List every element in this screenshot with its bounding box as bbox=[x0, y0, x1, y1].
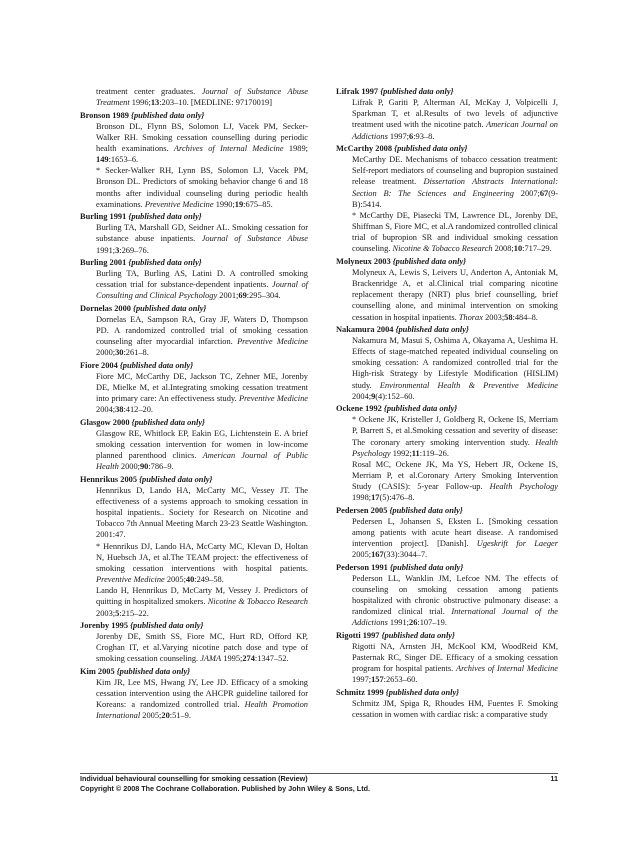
citation bbox=[96, 314, 308, 359]
reference-entry bbox=[336, 256, 558, 323]
citation-text: 2003; bbox=[482, 312, 505, 322]
data-source-tag: {published data only} bbox=[394, 143, 468, 153]
data-source-tag: {published data only} bbox=[389, 562, 464, 572]
study-heading bbox=[336, 143, 558, 154]
volume-number: 5 bbox=[115, 608, 120, 618]
citation-text: * Ockene JK, Kristeller J, Goldberg R, Ockene IS, Merriam P, Barrett S, et al.Smoking cessation and severity of disease: The coronary artery smoking intervention study. bbox=[352, 415, 558, 447]
journal-title: Thorax bbox=[458, 312, 483, 322]
journal-title: Journal of Consulting and Clinical Psychology bbox=[96, 280, 308, 301]
citation-text: :484–8. bbox=[512, 312, 538, 322]
citation-text: :2653–60. bbox=[383, 675, 418, 685]
journal-title: Journal of Substance Abuse bbox=[201, 234, 308, 244]
study-id: Jorenby 1995 bbox=[80, 620, 129, 630]
citation bbox=[96, 371, 308, 416]
citation bbox=[352, 154, 558, 210]
study-id: Fiore 2004 bbox=[80, 360, 118, 370]
citation-text: Lando H, Hennrikus D, McCarty M, Vessey J. Predictors of quitting in hospitalized smokers. bbox=[96, 586, 308, 607]
citation-text: treatment center graduates. bbox=[96, 87, 202, 96]
citation-text: 2004; bbox=[352, 391, 372, 401]
study-heading bbox=[336, 256, 558, 267]
citation-text: :1347–52. bbox=[254, 654, 289, 664]
citation-text: 2008; bbox=[492, 244, 514, 254]
citation-text: 1995; bbox=[221, 654, 243, 664]
journal-title: Journal of Substance Abuse Treatment bbox=[96, 87, 309, 108]
journal-title: Archives of Internal Medicine bbox=[173, 143, 284, 153]
reference-entry bbox=[336, 143, 558, 255]
page-number: 11 bbox=[550, 774, 558, 783]
journal-title: Health Psychology bbox=[489, 482, 558, 492]
citation-text: 2005; bbox=[140, 711, 162, 721]
journal-title: Archives of Internal Medicine bbox=[455, 664, 558, 674]
volume-number: 20 bbox=[161, 711, 170, 721]
citation bbox=[352, 97, 558, 142]
citation-text: Burling TA, Marshall GD, Seidner AL. Smoking cessation for substance abuse inpatients. bbox=[96, 223, 308, 244]
citation-text: 1997; bbox=[352, 675, 372, 685]
citation bbox=[352, 516, 558, 561]
citation-text: 1997; bbox=[387, 131, 409, 141]
citation-text: * Hennrikus DJ, Lando HA, McCarty MC, Klevan D, Holtan N, Huebsch JA, et al.The TEAM project: the effectiveness of smoking cessation interventions with hospital patients. bbox=[96, 541, 308, 573]
reference-entry bbox=[80, 666, 308, 722]
citation-text: :269–76. bbox=[119, 245, 149, 255]
study-id: Dornelas 2000 bbox=[80, 303, 131, 313]
journal-title: American Journal on Addictions bbox=[352, 120, 558, 141]
citation-text: :93–8. bbox=[413, 131, 435, 141]
data-source-tag: {published data only} bbox=[383, 404, 458, 414]
citation-text: * McCarthy DE, Piasecki TM, Lawrence DL, Jorenby DE, Shiffman S, Fiore MC, et al.A randomized controlled clinical trial of bupropion SR and individual smoking cessation counseling. bbox=[352, 210, 558, 254]
review-title: Individual behavioural counselling for smoking cessation (Review) bbox=[80, 774, 308, 783]
volume-number: 30 bbox=[115, 348, 124, 358]
footer-copyright: Copyright © 2008 The Cochrane Collaboration. Published by John Wiley & Sons, Ltd. bbox=[80, 784, 370, 793]
citation-text: Schmitz JM, Spiga R, Rhoudes HM, Fuentes F. Smoking cessation in women with cardiac risk: a comparative study bbox=[352, 698, 558, 720]
citation bbox=[352, 267, 558, 323]
study-heading bbox=[336, 403, 558, 414]
volume-number: 13 bbox=[150, 98, 160, 108]
citation-text: :203–10. [MEDLINE: 97170019] bbox=[159, 98, 273, 108]
references-left-column bbox=[80, 86, 308, 723]
citation-text: Kim JR, Lee MS, Hwang JY, Lee JD. Efficacy of a smoking cessation intervention using the AHCPR guideline tailored for Koreans: a randomized controlled trial. bbox=[96, 677, 308, 710]
volume-number: 40 bbox=[185, 575, 195, 585]
data-source-tag: {published data only} bbox=[131, 110, 205, 120]
reference-entry bbox=[80, 303, 308, 359]
study-heading bbox=[80, 666, 308, 677]
citation-text: 2005; bbox=[164, 575, 186, 585]
reference-entry bbox=[80, 110, 308, 210]
study-id: Bronson 1989 bbox=[80, 110, 129, 120]
citation bbox=[352, 210, 558, 255]
reference-entry bbox=[80, 360, 308, 416]
study-id: Molyneux 2003 bbox=[336, 256, 391, 266]
volume-number: 274 bbox=[242, 654, 255, 664]
study-heading bbox=[80, 211, 308, 222]
study-id: Hennrikus 2005 bbox=[80, 474, 138, 484]
study-heading bbox=[80, 360, 308, 371]
journal-title: Preventive Medicine bbox=[238, 394, 308, 404]
study-id: Nakamura 2004 bbox=[336, 324, 394, 334]
reference-entry bbox=[80, 86, 308, 108]
citation-text: :249–58. bbox=[194, 575, 224, 585]
study-id: McCarthy 2008 bbox=[336, 143, 393, 153]
citation bbox=[96, 541, 308, 586]
study-id: Ockene 1992 bbox=[336, 404, 382, 414]
volume-number: 58 bbox=[504, 312, 513, 322]
citation bbox=[96, 428, 308, 473]
volume-number: 19 bbox=[234, 199, 244, 209]
journal-title: Environmental Health & Preventive Medicine bbox=[379, 380, 558, 390]
journal-title: Preventive Medicine bbox=[144, 199, 214, 209]
study-heading bbox=[80, 257, 308, 268]
citation-text: :119–26. bbox=[419, 448, 449, 458]
citation-text: 2000; bbox=[96, 348, 116, 358]
citation-text: 2000; bbox=[118, 462, 140, 472]
data-source-tag: {published data only} bbox=[128, 212, 202, 222]
citation bbox=[96, 165, 308, 210]
reference-entry bbox=[336, 562, 558, 629]
citation-text: 1991; bbox=[96, 245, 116, 255]
citation bbox=[96, 222, 308, 255]
citation-text: Nakamura M, Masui S, Oshima A, Okayama A, Ueshima H. Effects of stage-matched repeated individual counseling on smoking cessation: A randomized controlled trial for the High-risk Strategy by Lifestyle Modification (HISLIM) study. bbox=[352, 336, 558, 390]
reference-entry bbox=[80, 474, 308, 619]
citation-text: 2001; bbox=[217, 291, 239, 301]
journal-title: American Journal of Public Health bbox=[96, 451, 308, 472]
citation bbox=[96, 121, 308, 166]
journal-title: Dissertation Abstracts International: Section B: The Sciences and Engineering bbox=[352, 177, 558, 198]
volume-number: 9 bbox=[371, 391, 376, 401]
study-id: Burling 1991 bbox=[80, 212, 127, 222]
journal-title: Preventive Medicine bbox=[237, 337, 308, 347]
reference-entry bbox=[336, 630, 558, 686]
citation-text: * Secker-Walker RH, Lynn BS, Solomon LJ, Vacek PM, Bronson DL. Predictors of smoking behavior change 6 and 18 months after individual counseling during periodic health examinations. bbox=[96, 166, 308, 209]
data-source-tag: {published data only} bbox=[130, 620, 204, 630]
study-heading bbox=[80, 303, 308, 314]
citation-text: (4):152–60. bbox=[375, 391, 415, 401]
citation bbox=[96, 631, 308, 664]
citation-text: 1996; bbox=[129, 98, 151, 108]
citation-text: 2004; bbox=[96, 405, 116, 415]
reference-entry bbox=[336, 86, 558, 142]
study-heading bbox=[336, 687, 558, 698]
reference-entry bbox=[336, 324, 558, 402]
study-id: Kim 2005 bbox=[80, 666, 115, 676]
study-id: Pedersen 2005 bbox=[336, 505, 388, 515]
volume-number: 26 bbox=[409, 618, 418, 628]
reference-entry bbox=[336, 505, 558, 561]
study-id: Schmitz 1999 bbox=[336, 687, 384, 697]
citation-text: Jorenby DE, Smith SS, Fiore MC, Hurt RD, Offord KP, Croghan IT, et al.Varying nicotine patch dose and type of smoking cessation counseling. bbox=[96, 632, 308, 664]
journal-title: Nicotine & Tobacco Research bbox=[392, 244, 493, 254]
journal-title: Nicotine & Tobacco Research bbox=[207, 597, 308, 607]
citation-text: :412–20. bbox=[123, 405, 153, 415]
citation-text: Dornelas EA, Sampson RA, Gray JF, Waters D, Thompson PD. A randomized controlled trial of smoking cessation counseling after myocardial infarction. bbox=[96, 314, 308, 347]
data-source-tag: {published data only} bbox=[139, 474, 213, 484]
citation-text: Hennrikus D, Lando HA, McCarty MC, Vessey JT. The effectiveness of a systems approach to smoking cessation in hospital inpatients.. Society for Research on Nicotine and Tobacco 7th Annual Meeting March 23-23 Seattle Washington. 2001:47. bbox=[96, 485, 308, 540]
study-id: Rigotti 1997 bbox=[336, 630, 380, 640]
volume-number: 6 bbox=[409, 131, 414, 141]
study-heading bbox=[336, 324, 558, 335]
volume-number: 38 bbox=[115, 405, 124, 415]
citation bbox=[352, 573, 558, 629]
citation-text: 1992; bbox=[390, 448, 412, 458]
reference-entry bbox=[80, 417, 308, 473]
citation-text: (33):3044–7. bbox=[383, 550, 428, 560]
citation-text: (9-B):5414. bbox=[352, 188, 558, 209]
footer-title-line bbox=[80, 774, 558, 784]
citation-text: 1998; bbox=[352, 493, 372, 503]
study-heading bbox=[80, 474, 308, 485]
citation-text: Bronson DL, Flynn BS, Solomon LJ, Vacek PM, Secker-Walker RH. Smoking cessation counselling during periodic health examinations. bbox=[96, 121, 308, 153]
citation-text: Rigotti NA, Arnsten JH, McKool KM, WoodReid KM, Pasternak RC, Singer DE. Efficacy of a smoking cessation program for hospital patients. bbox=[352, 641, 558, 674]
journal-title: JAMA bbox=[200, 654, 222, 664]
citation-text: Burling TA, Burling AS, Latini D. A controlled smoking cessation trial for substance-dependent inpatients. bbox=[96, 269, 308, 290]
volume-number: 90 bbox=[139, 462, 149, 472]
citation-text: Fiore MC, McCarthy DE, Jackson TC, Zehner ME, Jorenby DE, Mielke M, et al.Integrating smoking cessation treatment into primary care: An effectiveness study. bbox=[96, 371, 308, 404]
volume-number: 10 bbox=[513, 244, 523, 254]
citation bbox=[352, 335, 558, 402]
volume-number: 167 bbox=[371, 550, 384, 560]
citation-text: (5):476–8. bbox=[379, 493, 415, 503]
study-heading bbox=[336, 505, 558, 516]
citation-text: :717–29. bbox=[522, 244, 552, 254]
data-source-tag: {published data only} bbox=[389, 505, 463, 515]
volume-number: 69 bbox=[238, 291, 247, 301]
citation-text: McCarthy DE. Mechanisms of tobacco cessation treatment: Self-report mediators of counseling and bupropion sustained release treatment. bbox=[352, 155, 558, 187]
study-id: Glasgow 2000 bbox=[80, 417, 130, 427]
citation-text: :295–304. bbox=[246, 291, 281, 301]
citation-text: :107–19. bbox=[417, 618, 447, 628]
citation bbox=[96, 268, 308, 301]
study-heading bbox=[80, 620, 308, 631]
journal-title: Health Promotion International bbox=[96, 700, 308, 721]
volume-number: 11 bbox=[411, 448, 420, 458]
citation-text: Pederson LL, Wanklin JM, Lefcoe NM. The effects of counseling on smoking cessation among patients hospitalized with chronic obstructive pulmonary disease: a randomized clinical trial. bbox=[352, 573, 558, 617]
study-heading bbox=[80, 110, 308, 121]
volume-number: 17 bbox=[371, 493, 380, 503]
study-heading bbox=[336, 630, 558, 641]
study-id: Burling 2001 bbox=[80, 257, 127, 267]
reference-entry bbox=[80, 211, 308, 256]
citation-text: 2003; bbox=[96, 608, 116, 618]
citation-text: :215–22. bbox=[119, 608, 149, 618]
citation bbox=[96, 677, 308, 722]
citation-text: :261–8. bbox=[123, 348, 149, 358]
volume-number: 149 bbox=[96, 155, 109, 165]
citation-text: :1653–6. bbox=[108, 155, 139, 165]
citation bbox=[352, 459, 558, 504]
citation-text: Lifrak P, Gariti P, Alterman AI, McKay J, Volpicelli J, Sparkman T, et al.Results of two levels of adjunctive treatment used with the nicotine patch. bbox=[352, 98, 558, 130]
study-heading bbox=[80, 417, 308, 428]
data-source-tag: {published data only} bbox=[133, 303, 207, 313]
citation bbox=[352, 698, 558, 720]
citation bbox=[352, 641, 558, 686]
references-right-column bbox=[336, 86, 558, 721]
data-source-tag: {published data only} bbox=[380, 87, 454, 96]
study-id: Pederson 1991 bbox=[336, 562, 388, 572]
study-heading bbox=[336, 86, 558, 97]
study-heading bbox=[336, 562, 558, 573]
data-source-tag: {published data only} bbox=[395, 324, 469, 334]
citation-text: 2005; bbox=[352, 550, 372, 560]
citation-text: :51–9. bbox=[169, 711, 191, 721]
citation bbox=[96, 585, 308, 618]
data-source-tag: {published data only} bbox=[116, 666, 191, 676]
journal-title: Preventive Medicine bbox=[96, 575, 165, 585]
data-source-tag: {published data only} bbox=[385, 687, 460, 697]
journal-title: Ugeskrift for Laeger bbox=[476, 539, 558, 549]
volume-number: 3 bbox=[115, 245, 120, 255]
data-source-tag: {published data only} bbox=[119, 360, 194, 370]
citation-text: Glasgow RE, Whitlock EP, Eakin EG, Lichtenstein E. A brief smoking cessation intervention for women in low-income planned parenthood clinics. bbox=[96, 428, 308, 461]
volume-number: 157 bbox=[371, 675, 384, 685]
citation-text: 1990; bbox=[213, 199, 235, 209]
journal-title: Health Psychology bbox=[352, 437, 558, 458]
study-id: Lifrak 1997 bbox=[336, 87, 379, 96]
citation bbox=[352, 414, 558, 459]
citation-text: :786–9. bbox=[148, 462, 174, 472]
data-source-tag: {published data only} bbox=[392, 256, 467, 266]
citation-text: 1991; bbox=[387, 618, 409, 628]
citation-text: 2007; bbox=[513, 188, 540, 198]
reference-entry bbox=[80, 620, 308, 665]
citation bbox=[96, 86, 308, 108]
reference-entry bbox=[336, 403, 558, 503]
reference-entry bbox=[336, 687, 558, 720]
data-source-tag: {published data only} bbox=[131, 417, 205, 427]
reference-entry bbox=[80, 257, 308, 302]
citation-text: Pedersen L, Johansen S, Eksten L. [Smoking cessation among patients with acute heart disease. A randomised intervention project]. [Danish]. bbox=[352, 516, 558, 549]
citation bbox=[96, 485, 308, 541]
citation-text: Molyneux A, Lewis S, Leivers U, Anderton A, Antoniak M, Brackenridge A, et al.Clinical trial comparing nicotine replacement therapy (NRT) plus brief counselling, brief counselling alone, and minimal intervention on smoking cessation in hospital inpatients. bbox=[352, 267, 558, 322]
volume-number: 67 bbox=[539, 188, 549, 198]
data-source-tag: {published data only} bbox=[381, 630, 455, 640]
citation-text: 1989; bbox=[283, 143, 308, 153]
journal-title: International Journal of the Addictions bbox=[352, 607, 559, 628]
data-source-tag: {published data only} bbox=[128, 257, 202, 267]
citation-text: :675–85. bbox=[243, 199, 273, 209]
citation-text: Rosal MC, Ockene JK, Ma YS, Hebert JR, Ockene IS, Merriam P, et al.Coronary Artery Smoking Intervention Study (CASIS): 5-year Follow-up. bbox=[352, 459, 558, 492]
